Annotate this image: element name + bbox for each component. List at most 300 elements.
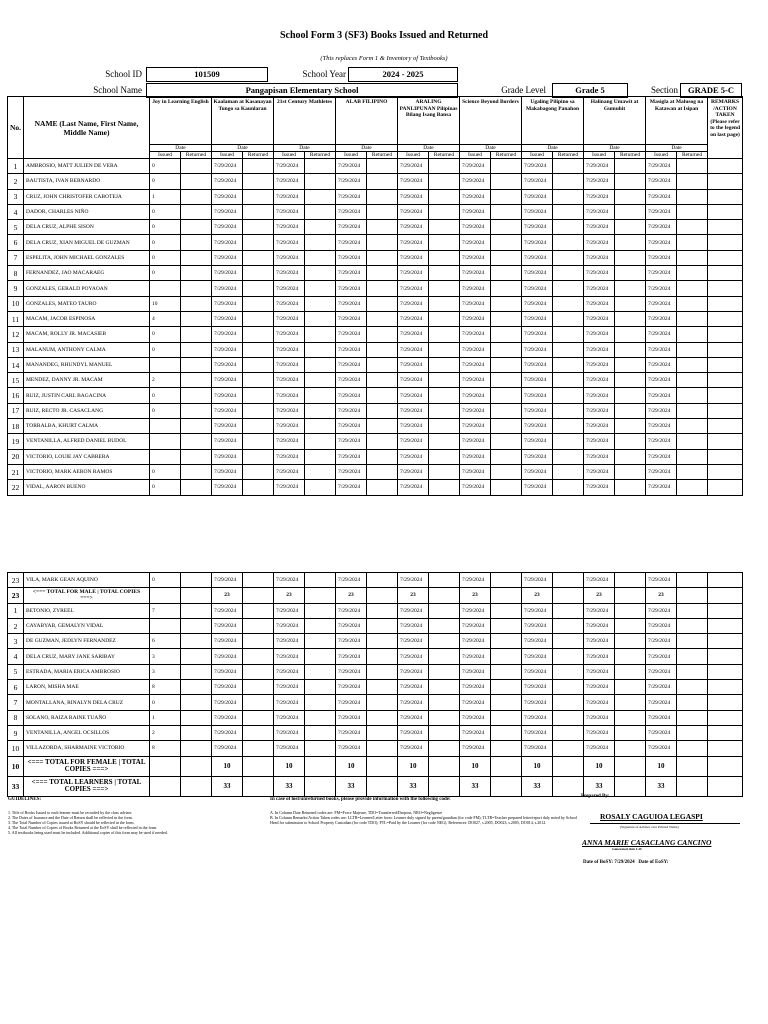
issued-date-cell[interactable]: 2: [150, 373, 181, 388]
returned-date-cell[interactable]: [491, 649, 522, 664]
issued-date-cell[interactable]: 7/29/2024: [274, 649, 305, 664]
issued-date-cell[interactable]: [150, 618, 181, 633]
returned-date-cell[interactable]: [615, 741, 646, 756]
returned-date-cell[interactable]: [429, 434, 460, 449]
returned-date-cell[interactable]: [181, 281, 212, 296]
issued-date-cell[interactable]: 7/29/2024: [522, 725, 553, 740]
returned-date-cell[interactable]: [181, 174, 212, 189]
returned-date-cell[interactable]: [367, 189, 398, 204]
issued-date-cell[interactable]: 7/29/2024: [646, 464, 677, 479]
returned-date-cell[interactable]: [243, 464, 274, 479]
returned-date-cell[interactable]: [677, 342, 708, 357]
returned-date-cell[interactable]: [429, 281, 460, 296]
returned-date-cell[interactable]: [553, 373, 584, 388]
issued-date-cell[interactable]: 7/29/2024: [460, 464, 491, 479]
issued-date-cell[interactable]: 7/29/2024: [398, 464, 429, 479]
returned-date-cell[interactable]: [181, 695, 212, 710]
issued-date-cell[interactable]: 7/29/2024: [212, 388, 243, 403]
issued-date-cell[interactable]: 7/29/2024: [646, 220, 677, 235]
returned-date-cell[interactable]: [553, 235, 584, 250]
returned-date-cell[interactable]: [243, 618, 274, 633]
returned-date-cell[interactable]: [367, 634, 398, 649]
issued-date-cell[interactable]: 7/29/2024: [336, 266, 367, 281]
returned-date-cell[interactable]: [429, 159, 460, 174]
returned-date-cell[interactable]: [181, 159, 212, 174]
returned-date-cell[interactable]: [677, 235, 708, 250]
issued-date-cell[interactable]: 7/29/2024: [646, 250, 677, 265]
issued-date-cell[interactable]: 7/29/2024: [398, 327, 429, 342]
returned-date-cell[interactable]: [677, 695, 708, 710]
issued-date-cell[interactable]: 7/29/2024: [460, 174, 491, 189]
returned-date-cell[interactable]: [429, 618, 460, 633]
returned-date-cell[interactable]: [305, 649, 336, 664]
returned-date-cell[interactable]: [243, 250, 274, 265]
returned-date-cell[interactable]: [367, 464, 398, 479]
remarks-cell[interactable]: [708, 235, 743, 250]
section-field[interactable]: GRADE 5-C: [680, 83, 742, 98]
returned-date-cell[interactable]: [615, 680, 646, 695]
returned-date-cell[interactable]: [677, 725, 708, 740]
issued-date-cell[interactable]: 7/29/2024: [398, 159, 429, 174]
issued-date-cell[interactable]: 7/29/2024: [212, 250, 243, 265]
issued-date-cell[interactable]: 7/29/2024: [584, 603, 615, 618]
remarks-cell[interactable]: [708, 281, 743, 296]
returned-date-cell[interactable]: [367, 235, 398, 250]
issued-date-cell[interactable]: 6: [150, 634, 181, 649]
issued-date-cell[interactable]: [150, 434, 181, 449]
returned-date-cell[interactable]: [553, 189, 584, 204]
issued-date-cell[interactable]: 7/29/2024: [212, 434, 243, 449]
returned-date-cell[interactable]: [615, 449, 646, 464]
remarks-cell[interactable]: [708, 434, 743, 449]
issued-date-cell[interactable]: 7/29/2024: [646, 634, 677, 649]
returned-date-cell[interactable]: [615, 159, 646, 174]
returned-date-cell[interactable]: [305, 220, 336, 235]
returned-date-cell[interactable]: [305, 664, 336, 679]
issued-date-cell[interactable]: 7/29/2024: [274, 664, 305, 679]
returned-date-cell[interactable]: [181, 250, 212, 265]
returned-date-cell[interactable]: [243, 357, 274, 372]
issued-date-cell[interactable]: 7/29/2024: [460, 342, 491, 357]
returned-date-cell[interactable]: [615, 388, 646, 403]
issued-date-cell[interactable]: 7/29/2024: [398, 680, 429, 695]
issued-date-cell[interactable]: 0: [150, 220, 181, 235]
returned-date-cell[interactable]: [305, 174, 336, 189]
issued-date-cell[interactable]: 7/29/2024: [646, 725, 677, 740]
issued-date-cell[interactable]: 7/29/2024: [646, 311, 677, 326]
issued-date-cell[interactable]: 7/29/2024: [460, 695, 491, 710]
returned-date-cell[interactable]: [181, 235, 212, 250]
returned-date-cell[interactable]: [429, 695, 460, 710]
issued-date-cell[interactable]: 7/29/2024: [584, 388, 615, 403]
remarks-cell[interactable]: [708, 480, 743, 495]
remarks-cell[interactable]: [708, 342, 743, 357]
remarks-cell[interactable]: [708, 311, 743, 326]
returned-date-cell[interactable]: [243, 342, 274, 357]
issued-date-cell[interactable]: 7/29/2024: [398, 710, 429, 725]
returned-date-cell[interactable]: [553, 434, 584, 449]
returned-date-cell[interactable]: [491, 434, 522, 449]
issued-date-cell[interactable]: 7/29/2024: [336, 649, 367, 664]
issued-date-cell[interactable]: 7/29/2024: [646, 388, 677, 403]
returned-date-cell[interactable]: [305, 204, 336, 219]
issued-date-cell[interactable]: 7/29/2024: [646, 296, 677, 311]
issued-date-cell[interactable]: 0: [150, 388, 181, 403]
returned-date-cell[interactable]: [243, 664, 274, 679]
remarks-cell[interactable]: [708, 634, 743, 649]
remarks-cell[interactable]: [708, 573, 743, 588]
returned-date-cell[interactable]: [553, 174, 584, 189]
returned-date-cell[interactable]: [491, 403, 522, 418]
issued-date-cell[interactable]: 7/29/2024: [584, 680, 615, 695]
issued-date-cell[interactable]: 7/29/2024: [522, 680, 553, 695]
returned-date-cell[interactable]: [367, 419, 398, 434]
issued-date-cell[interactable]: 7/29/2024: [398, 357, 429, 372]
returned-date-cell[interactable]: [243, 680, 274, 695]
issued-date-cell[interactable]: 7/29/2024: [646, 266, 677, 281]
issued-date-cell[interactable]: 7/29/2024: [398, 634, 429, 649]
issued-date-cell[interactable]: 7/29/2024: [522, 373, 553, 388]
issued-date-cell[interactable]: 7/29/2024: [460, 235, 491, 250]
returned-date-cell[interactable]: [615, 464, 646, 479]
returned-date-cell[interactable]: [677, 204, 708, 219]
returned-date-cell[interactable]: [553, 296, 584, 311]
issued-date-cell[interactable]: 7/29/2024: [522, 342, 553, 357]
issued-date-cell[interactable]: 7/29/2024: [398, 695, 429, 710]
issued-date-cell[interactable]: 7/29/2024: [336, 296, 367, 311]
returned-date-cell[interactable]: [491, 449, 522, 464]
returned-date-cell[interactable]: [429, 403, 460, 418]
issued-date-cell[interactable]: 7/29/2024: [274, 634, 305, 649]
returned-date-cell[interactable]: [553, 250, 584, 265]
returned-date-cell[interactable]: [677, 464, 708, 479]
issued-date-cell[interactable]: 7/29/2024: [274, 741, 305, 756]
issued-date-cell[interactable]: 1: [150, 710, 181, 725]
remarks-cell[interactable]: [708, 710, 743, 725]
returned-date-cell[interactable]: [615, 403, 646, 418]
returned-date-cell[interactable]: [615, 618, 646, 633]
returned-date-cell[interactable]: [677, 281, 708, 296]
returned-date-cell[interactable]: [429, 296, 460, 311]
returned-date-cell[interactable]: [367, 603, 398, 618]
issued-date-cell[interactable]: 7/29/2024: [584, 204, 615, 219]
returned-date-cell[interactable]: [553, 327, 584, 342]
issued-date-cell[interactable]: [150, 419, 181, 434]
returned-date-cell[interactable]: [491, 388, 522, 403]
returned-date-cell[interactable]: [429, 327, 460, 342]
issued-date-cell[interactable]: 7/29/2024: [522, 250, 553, 265]
returned-date-cell[interactable]: [243, 634, 274, 649]
issued-date-cell[interactable]: 7/29/2024: [460, 204, 491, 219]
issued-date-cell[interactable]: 7/29/2024: [646, 434, 677, 449]
returned-date-cell[interactable]: [243, 174, 274, 189]
issued-date-cell[interactable]: 7/29/2024: [274, 296, 305, 311]
issued-date-cell[interactable]: 3: [150, 664, 181, 679]
issued-date-cell[interactable]: 7/29/2024: [336, 357, 367, 372]
issued-date-cell[interactable]: 0: [150, 174, 181, 189]
issued-date-cell[interactable]: 7/29/2024: [522, 573, 553, 588]
issued-date-cell[interactable]: 7/29/2024: [336, 220, 367, 235]
issued-date-cell[interactable]: 0: [150, 204, 181, 219]
issued-date-cell[interactable]: 7/29/2024: [460, 388, 491, 403]
returned-date-cell[interactable]: [367, 373, 398, 388]
issued-date-cell[interactable]: 7/29/2024: [274, 342, 305, 357]
returned-date-cell[interactable]: [181, 664, 212, 679]
issued-date-cell[interactable]: 0: [150, 573, 181, 588]
issued-date-cell[interactable]: 7/29/2024: [398, 573, 429, 588]
returned-date-cell[interactable]: [615, 357, 646, 372]
issued-date-cell[interactable]: 7/29/2024: [522, 419, 553, 434]
issued-date-cell[interactable]: 7/29/2024: [584, 311, 615, 326]
returned-date-cell[interactable]: [429, 464, 460, 479]
returned-date-cell[interactable]: [181, 296, 212, 311]
issued-date-cell[interactable]: 7/29/2024: [460, 618, 491, 633]
returned-date-cell[interactable]: [429, 449, 460, 464]
issued-date-cell[interactable]: 7/29/2024: [522, 327, 553, 342]
issued-date-cell[interactable]: 7/29/2024: [398, 342, 429, 357]
returned-date-cell[interactable]: [677, 649, 708, 664]
issued-date-cell[interactable]: 7/29/2024: [212, 281, 243, 296]
returned-date-cell[interactable]: [181, 357, 212, 372]
issued-date-cell[interactable]: 7/29/2024: [336, 618, 367, 633]
returned-date-cell[interactable]: [491, 311, 522, 326]
remarks-cell[interactable]: [708, 250, 743, 265]
returned-date-cell[interactable]: [491, 250, 522, 265]
returned-date-cell[interactable]: [677, 664, 708, 679]
returned-date-cell[interactable]: [305, 403, 336, 418]
returned-date-cell[interactable]: [367, 220, 398, 235]
issued-date-cell[interactable]: 7/29/2024: [336, 710, 367, 725]
issued-date-cell[interactable]: 7/29/2024: [522, 449, 553, 464]
issued-date-cell[interactable]: 7/29/2024: [274, 357, 305, 372]
returned-date-cell[interactable]: [429, 649, 460, 664]
issued-date-cell[interactable]: 7/29/2024: [336, 695, 367, 710]
returned-date-cell[interactable]: [491, 741, 522, 756]
returned-date-cell[interactable]: [677, 388, 708, 403]
issued-date-cell[interactable]: 7/29/2024: [522, 174, 553, 189]
returned-date-cell[interactable]: [553, 357, 584, 372]
issued-date-cell[interactable]: 7/29/2024: [336, 603, 367, 618]
returned-date-cell[interactable]: [181, 573, 212, 588]
issued-date-cell[interactable]: 7/29/2024: [522, 634, 553, 649]
returned-date-cell[interactable]: [677, 680, 708, 695]
issued-date-cell[interactable]: 7/29/2024: [460, 357, 491, 372]
issued-date-cell[interactable]: 7/29/2024: [646, 235, 677, 250]
returned-date-cell[interactable]: [243, 281, 274, 296]
issued-date-cell[interactable]: 7/29/2024: [522, 311, 553, 326]
returned-date-cell[interactable]: [677, 311, 708, 326]
returned-date-cell[interactable]: [429, 741, 460, 756]
issued-date-cell[interactable]: 7/29/2024: [336, 634, 367, 649]
issued-date-cell[interactable]: 7/29/2024: [274, 266, 305, 281]
issued-date-cell[interactable]: 7/29/2024: [336, 664, 367, 679]
returned-date-cell[interactable]: [429, 250, 460, 265]
returned-date-cell[interactable]: [677, 403, 708, 418]
issued-date-cell[interactable]: 7/29/2024: [274, 403, 305, 418]
returned-date-cell[interactable]: [243, 710, 274, 725]
issued-date-cell[interactable]: 7/29/2024: [522, 403, 553, 418]
returned-date-cell[interactable]: [305, 464, 336, 479]
returned-date-cell[interactable]: [429, 388, 460, 403]
issued-date-cell[interactable]: 7/29/2024: [398, 220, 429, 235]
returned-date-cell[interactable]: [367, 725, 398, 740]
returned-date-cell[interactable]: [677, 373, 708, 388]
returned-date-cell[interactable]: [367, 649, 398, 664]
issued-date-cell[interactable]: 7/29/2024: [460, 159, 491, 174]
returned-date-cell[interactable]: [553, 281, 584, 296]
returned-date-cell[interactable]: [305, 357, 336, 372]
returned-date-cell[interactable]: [367, 266, 398, 281]
returned-date-cell[interactable]: [615, 419, 646, 434]
issued-date-cell[interactable]: 7/29/2024: [398, 618, 429, 633]
returned-date-cell[interactable]: [553, 403, 584, 418]
returned-date-cell[interactable]: [553, 649, 584, 664]
issued-date-cell[interactable]: 7/29/2024: [274, 235, 305, 250]
issued-date-cell[interactable]: 7/29/2024: [274, 695, 305, 710]
issued-date-cell[interactable]: 7/29/2024: [522, 695, 553, 710]
issued-date-cell[interactable]: 7/29/2024: [584, 159, 615, 174]
returned-date-cell[interactable]: [181, 725, 212, 740]
returned-date-cell[interactable]: [429, 725, 460, 740]
returned-date-cell[interactable]: [553, 266, 584, 281]
issued-date-cell[interactable]: 7/29/2024: [336, 235, 367, 250]
returned-date-cell[interactable]: [367, 710, 398, 725]
issued-date-cell[interactable]: 7/29/2024: [646, 357, 677, 372]
issued-date-cell[interactable]: 7/29/2024: [646, 649, 677, 664]
issued-date-cell[interactable]: 7/29/2024: [584, 403, 615, 418]
remarks-cell[interactable]: [708, 220, 743, 235]
issued-date-cell[interactable]: 7/29/2024: [646, 159, 677, 174]
returned-date-cell[interactable]: [491, 480, 522, 495]
issued-date-cell[interactable]: 7/29/2024: [274, 573, 305, 588]
returned-date-cell[interactable]: [615, 634, 646, 649]
returned-date-cell[interactable]: [429, 235, 460, 250]
remarks-cell[interactable]: [708, 725, 743, 740]
returned-date-cell[interactable]: [615, 373, 646, 388]
returned-date-cell[interactable]: [491, 327, 522, 342]
issued-date-cell[interactable]: 7/29/2024: [646, 664, 677, 679]
issued-date-cell[interactable]: 7/29/2024: [212, 266, 243, 281]
issued-date-cell[interactable]: 7/29/2024: [336, 680, 367, 695]
issued-date-cell[interactable]: 7/29/2024: [212, 189, 243, 204]
issued-date-cell[interactable]: 7/29/2024: [336, 725, 367, 740]
returned-date-cell[interactable]: [305, 342, 336, 357]
returned-date-cell[interactable]: [553, 159, 584, 174]
returned-date-cell[interactable]: [305, 159, 336, 174]
issued-date-cell[interactable]: 7/29/2024: [274, 434, 305, 449]
issued-date-cell[interactable]: 7/29/2024: [460, 311, 491, 326]
issued-date-cell[interactable]: 7/29/2024: [584, 710, 615, 725]
returned-date-cell[interactable]: [243, 388, 274, 403]
remarks-cell[interactable]: [708, 603, 743, 618]
issued-date-cell[interactable]: 7/29/2024: [522, 357, 553, 372]
remarks-cell[interactable]: [708, 373, 743, 388]
issued-date-cell[interactable]: 7/29/2024: [398, 189, 429, 204]
returned-date-cell[interactable]: [429, 603, 460, 618]
returned-date-cell[interactable]: [677, 634, 708, 649]
returned-date-cell[interactable]: [243, 235, 274, 250]
returned-date-cell[interactable]: [367, 695, 398, 710]
remarks-cell[interactable]: [708, 189, 743, 204]
issued-date-cell[interactable]: 7/29/2024: [212, 680, 243, 695]
returned-date-cell[interactable]: [677, 159, 708, 174]
returned-date-cell[interactable]: [491, 159, 522, 174]
returned-date-cell[interactable]: [181, 710, 212, 725]
issued-date-cell[interactable]: 7/29/2024: [336, 327, 367, 342]
issued-date-cell[interactable]: 0: [150, 464, 181, 479]
returned-date-cell[interactable]: [243, 373, 274, 388]
issued-date-cell[interactable]: 7/29/2024: [212, 311, 243, 326]
returned-date-cell[interactable]: [367, 403, 398, 418]
issued-date-cell[interactable]: 7/29/2024: [274, 419, 305, 434]
issued-date-cell[interactable]: 7/29/2024: [460, 449, 491, 464]
issued-date-cell[interactable]: 7/29/2024: [212, 725, 243, 740]
issued-date-cell[interactable]: 7/29/2024: [646, 695, 677, 710]
returned-date-cell[interactable]: [615, 281, 646, 296]
returned-date-cell[interactable]: [367, 388, 398, 403]
issued-date-cell[interactable]: 7/29/2024: [212, 695, 243, 710]
returned-date-cell[interactable]: [429, 266, 460, 281]
returned-date-cell[interactable]: [615, 266, 646, 281]
returned-date-cell[interactable]: [243, 403, 274, 418]
returned-date-cell[interactable]: [491, 419, 522, 434]
returned-date-cell[interactable]: [243, 189, 274, 204]
issued-date-cell[interactable]: 7/29/2024: [522, 434, 553, 449]
issued-date-cell[interactable]: 0: [150, 250, 181, 265]
issued-date-cell[interactable]: 7/29/2024: [336, 174, 367, 189]
issued-date-cell[interactable]: 7/29/2024: [584, 695, 615, 710]
issued-date-cell[interactable]: 7/29/2024: [274, 464, 305, 479]
remarks-cell[interactable]: [708, 464, 743, 479]
returned-date-cell[interactable]: [553, 664, 584, 679]
issued-date-cell[interactable]: 7/29/2024: [584, 174, 615, 189]
issued-date-cell[interactable]: 2: [150, 725, 181, 740]
returned-date-cell[interactable]: [305, 388, 336, 403]
issued-date-cell[interactable]: 7/29/2024: [522, 480, 553, 495]
issued-date-cell[interactable]: 8: [150, 741, 181, 756]
returned-date-cell[interactable]: [243, 159, 274, 174]
returned-date-cell[interactable]: [491, 220, 522, 235]
issued-date-cell[interactable]: 7/29/2024: [646, 174, 677, 189]
issued-date-cell[interactable]: 7/29/2024: [398, 235, 429, 250]
issued-date-cell[interactable]: 7/29/2024: [398, 311, 429, 326]
issued-date-cell[interactable]: 7/29/2024: [522, 204, 553, 219]
issued-date-cell[interactable]: 7/29/2024: [398, 434, 429, 449]
issued-date-cell[interactable]: 0: [150, 235, 181, 250]
returned-date-cell[interactable]: [677, 327, 708, 342]
returned-date-cell[interactable]: [305, 311, 336, 326]
returned-date-cell[interactable]: [243, 296, 274, 311]
returned-date-cell[interactable]: [615, 189, 646, 204]
issued-date-cell[interactable]: 7/29/2024: [398, 449, 429, 464]
issued-date-cell[interactable]: 7/29/2024: [460, 664, 491, 679]
issued-date-cell[interactable]: 7/29/2024: [336, 434, 367, 449]
returned-date-cell[interactable]: [677, 434, 708, 449]
issued-date-cell[interactable]: 7/29/2024: [460, 680, 491, 695]
remarks-cell[interactable]: [708, 680, 743, 695]
issued-date-cell[interactable]: 7/29/2024: [584, 373, 615, 388]
returned-date-cell[interactable]: [491, 281, 522, 296]
issued-date-cell[interactable]: 7/29/2024: [522, 235, 553, 250]
returned-date-cell[interactable]: [429, 311, 460, 326]
returned-date-cell[interactable]: [305, 741, 336, 756]
issued-date-cell[interactable]: 7/29/2024: [212, 664, 243, 679]
returned-date-cell[interactable]: [491, 618, 522, 633]
returned-date-cell[interactable]: [305, 419, 336, 434]
returned-date-cell[interactable]: [553, 634, 584, 649]
returned-date-cell[interactable]: [429, 189, 460, 204]
returned-date-cell[interactable]: [305, 281, 336, 296]
